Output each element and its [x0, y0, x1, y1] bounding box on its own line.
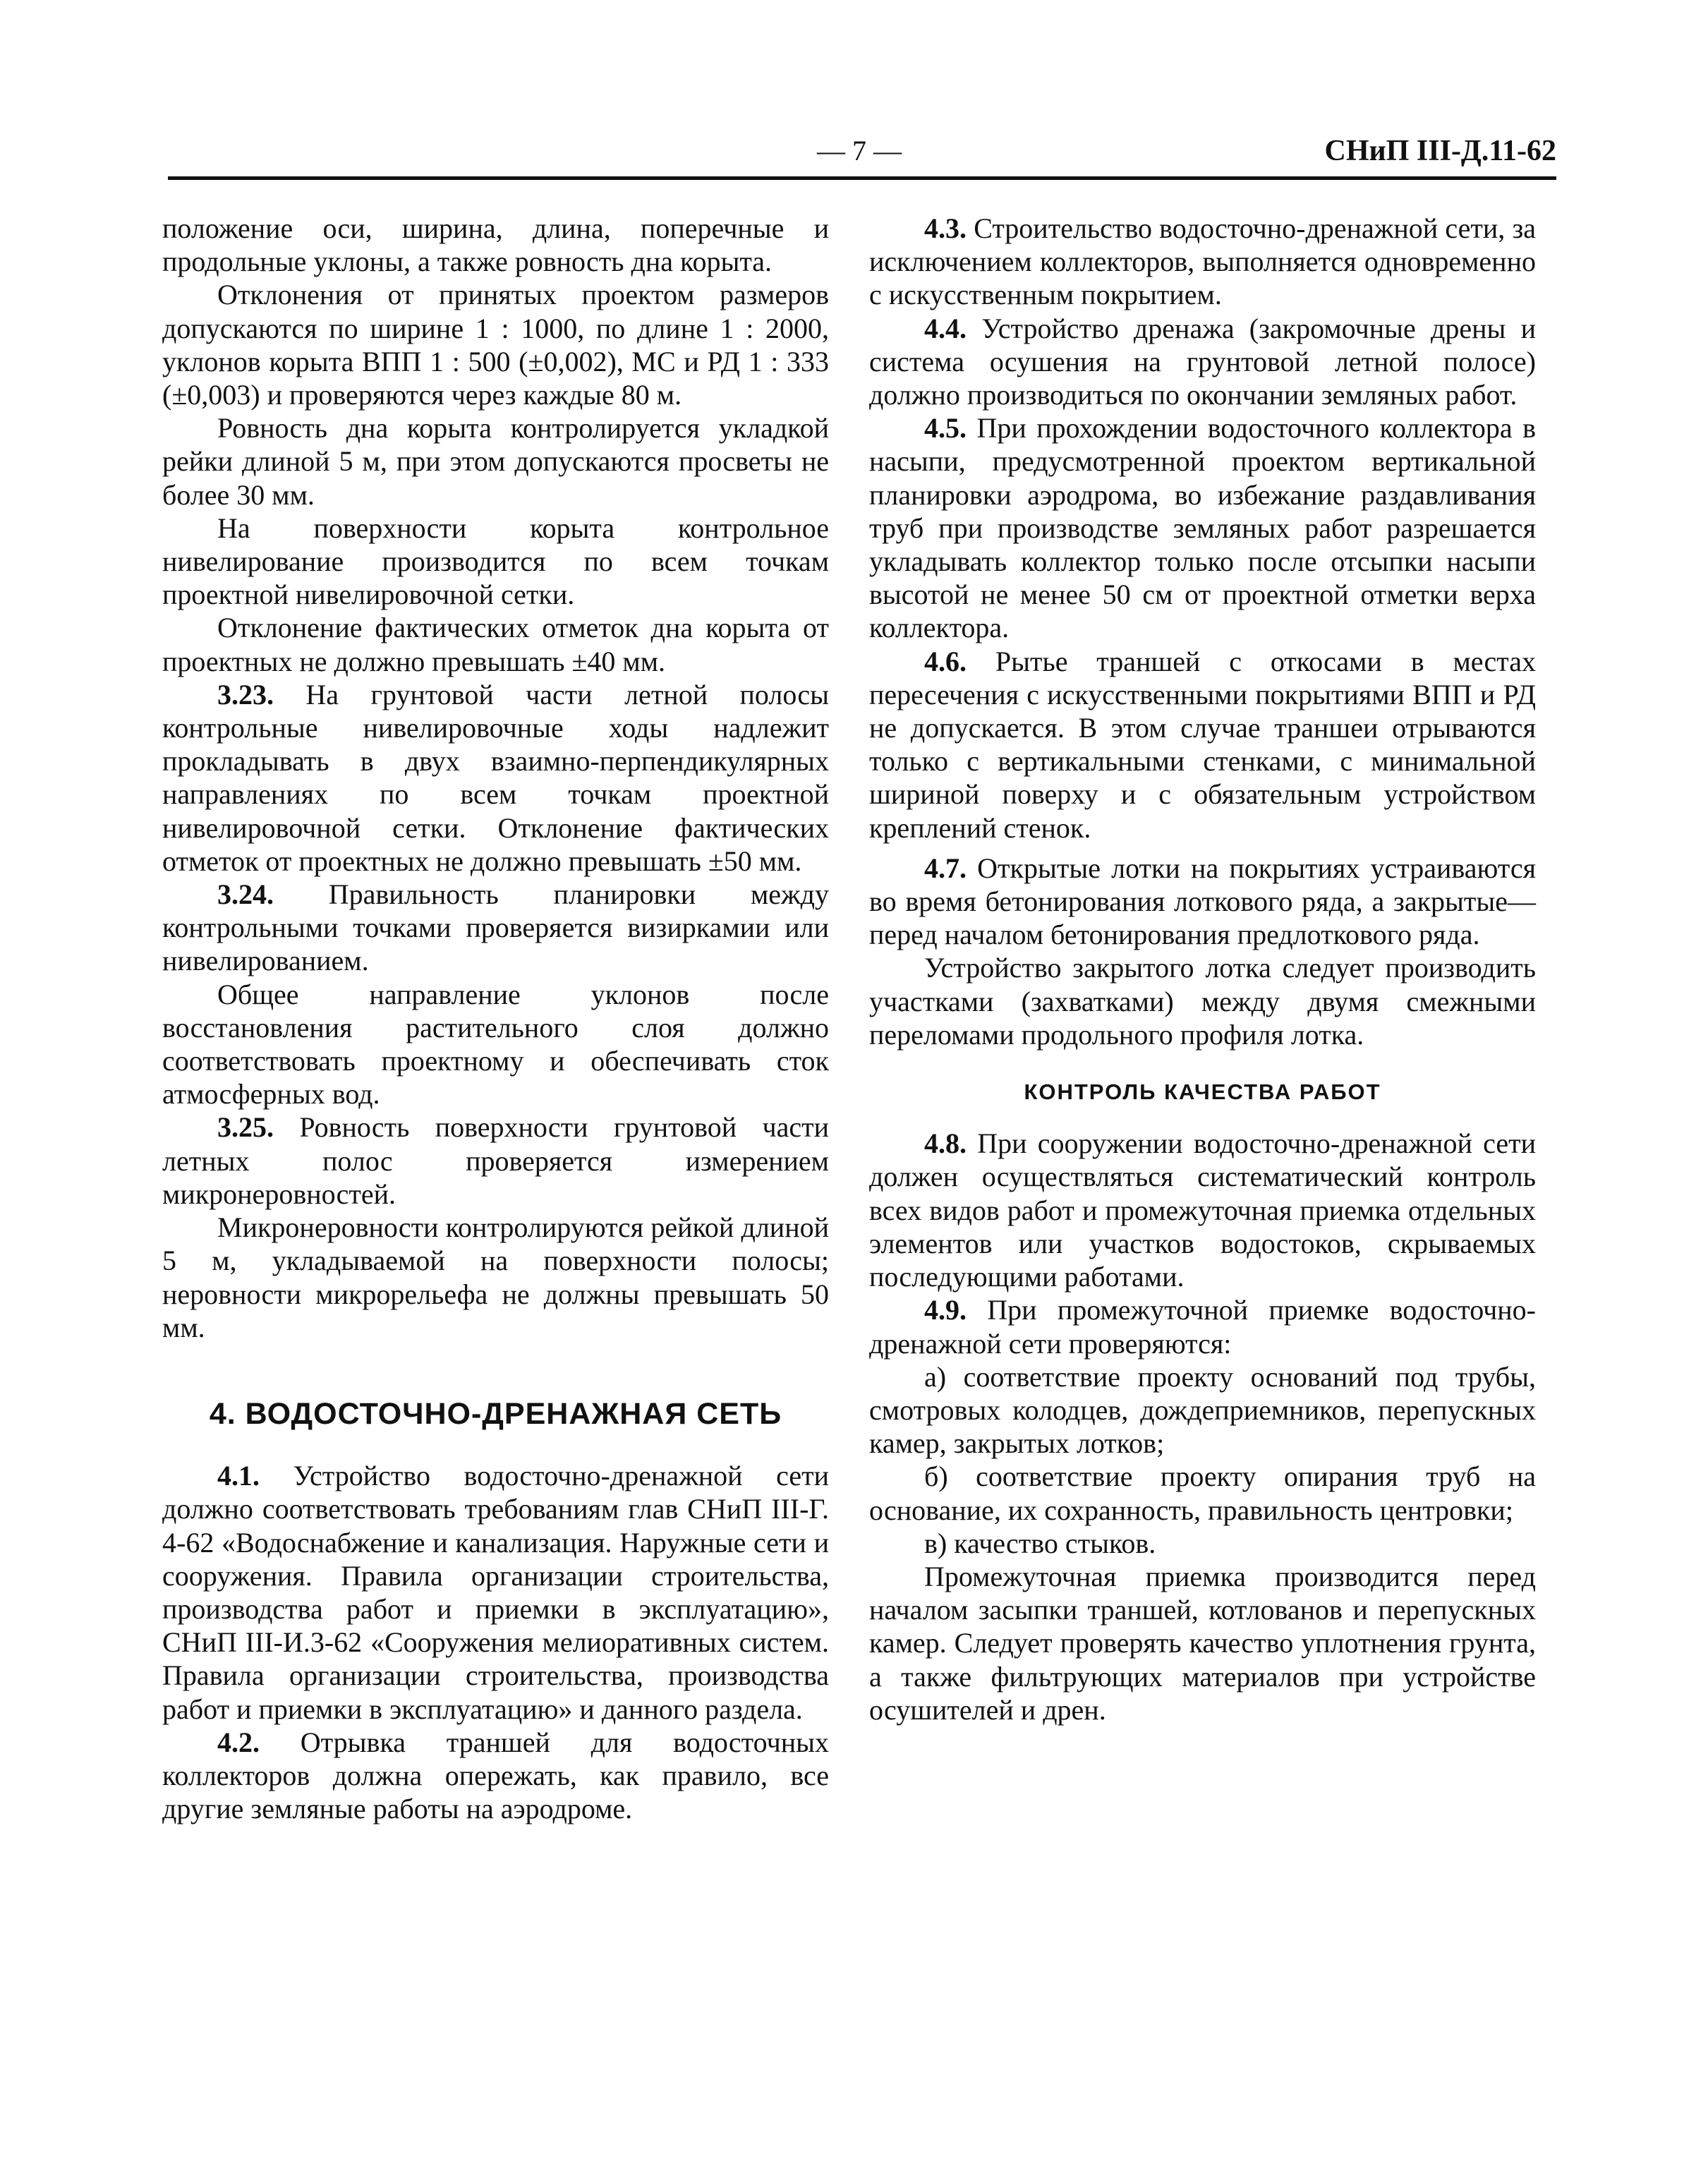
- clause-text: Устройство дренажа (закромочные дрены и система осушения на грунтовой летной полосе) должно производиться по окончании земляных работ.: [869, 312, 1536, 411]
- clause-text: При сооружении водосточно-дренажной сети должен осуществляться систематический контроль всех видов работ и промежуточная приемка отдельных элементов или участков водостоков, скрываемых последующими работами.: [869, 1127, 1536, 1293]
- clause-number: 3.24.: [217, 878, 274, 911]
- clause-number: 4.7.: [924, 852, 967, 884]
- paragraph: Устройство закрытого лотка следует производить участками (захватками) между двумя смежными переломами продольного профиля лотка.: [869, 952, 1536, 1051]
- clause-text: Строительство водосточно-дренажной сети, за исключением коллекторов, выполняется одновременно с искусственным покрытием.: [869, 212, 1537, 311]
- clause-text: Отрывка траншей для водосточных коллекторов должна опережать, как правило, все другие земляные работы на аэродроме.: [162, 1726, 829, 1825]
- clause-number: 4.9.: [924, 1294, 967, 1326]
- clause-number: 3.23.: [217, 678, 274, 710]
- clause-text: Правильность планировки между контрольными точками проверяется визиркамии или нивелированием.: [162, 878, 830, 977]
- paragraph: На поверхности корыта контрольное нивелирование производится по всем точкам проектной нивелировочной сетки.: [162, 512, 829, 611]
- clause-text: Открытые лотки на покрытиях устраиваются во время бетонирования лоткового ряда, а закрытые—перед началом бетонирования предлоткового ряда.: [869, 852, 1537, 951]
- clause-4-7: [869, 852, 1536, 952]
- clause-number: 3.25.: [217, 1111, 274, 1144]
- clause-number: 4.2.: [217, 1726, 260, 1758]
- clause-text: Устройство водосточно-дренажной сети должно соответствовать требованиям глав СНиП III-Г. 4-62 «Водоснабжение и канализация. Наружные сети и сооружения. Правила организации строительства, производства работ и приемки в эксплуатацию», СНиП III-И.3-62 «Сооружения мелиоративных систем. Правила организации строительства, производства работ и приемки в эксплуатацию» и данного раздела.: [162, 1460, 829, 1725]
- paragraph: Ровность дна корыта контролируется укладкой рейки длиной 5 м, при этом допускаются просветы не более 30 мм.: [162, 412, 829, 511]
- list-item: в) качество стыков.: [924, 1527, 1156, 1559]
- list-item: б) соответствие проекту опирания труб на основание, их сохранность, правильность центровки;: [869, 1460, 1536, 1526]
- clause-3-23: [162, 678, 829, 878]
- clause-number: 4.8.: [924, 1127, 967, 1160]
- clause-3-25: [162, 1111, 829, 1211]
- clause-number: 4.5.: [924, 412, 967, 444]
- clause-3-24: [162, 878, 829, 978]
- header-rule: [168, 176, 1556, 180]
- document-code: СНиП III-Д.11-62: [1324, 135, 1556, 167]
- paragraph: Общее направление уклонов после восстановления растительного слоя должно соответствовать проектному и обеспечивать сток атмосферных вод.: [162, 978, 829, 1111]
- paragraph: Отклонения от принятых проектом размеров допускаются по ширине 1 : 1000, по длине 1 : 2000, уклонов корыта ВПП 1 : 500 (±0,002), МС и РД 1 : 333 (±0,003) и проверяются через каждые 80 м.: [162, 279, 829, 411]
- clause-number: 4.3.: [924, 212, 967, 244]
- subsection-title: КОНТРОЛЬ КАЧЕСТВА РАБОТ: [1024, 1079, 1381, 1105]
- clause-4-9: [869, 1293, 1536, 1360]
- section-title: 4. ВОДОСТОЧНО-ДРЕНАЖНАЯ СЕТЬ: [209, 1396, 782, 1431]
- paragraph: положение оси, ширина, длина, поперечные и продольные уклоны, а также ровность дна корыта.: [162, 212, 829, 278]
- clause-number: 4.1.: [217, 1460, 260, 1492]
- clause-number: 4.4.: [924, 312, 967, 344]
- clause-4-5: [869, 411, 1536, 644]
- clause-4-2: [162, 1726, 829, 1826]
- clause-4-3: [869, 212, 1536, 312]
- clause-text: При прохождении водосточного коллектора в насыпи, предусмотренной проектом вертикальной планировки аэродрома, во избежание раздавливания труб при производстве земляных работ разрешается укладывать коллектор только после отсыпки насыпи высотой не менее 50 см от проектной отметки верха коллектора.: [869, 412, 1537, 644]
- right-column: [869, 212, 1536, 1726]
- page-number: — 7 —: [817, 135, 902, 167]
- clause-text: Рытье траншей с откосами в местах пересечения с искусственными покрытиями ВПП и РД не допускается. В этом случае траншеи отрываются только с вертикальными стенками, с минимальной шириной поверху и с обязательным устройством креплений стенок.: [869, 645, 1536, 844]
- clause-4-6: [869, 645, 1536, 845]
- list-item: а) соответствие проекту оснований под трубы, смотровых колодцев, дождеприемников, перепускных камер, закрытых лотков;: [869, 1360, 1536, 1460]
- left-column: [162, 212, 829, 1825]
- paragraph: Промежуточная приемка производится перед началом засыпки траншей, котлованов и перепускных камер. Следует проверять качество уплотнения грунта, а также фильтрующих материалов при устройстве осушителей и дрен.: [869, 1560, 1536, 1726]
- paragraph: Микронеровности контролируются рейкой длиной 5 м, укладываемой на поверхности полосы; неровности микрорельефа не должны превышать 50 мм.: [162, 1211, 829, 1343]
- clause-4-4: [869, 312, 1536, 412]
- clause-text: На грунтовой части летной полосы контрольные нивелировочные ходы надлежит прокладывать в двух взаимно-перпендикулярных направлениях по всем точкам проектной нивелировочной сетки. Отклонение фактических отметок от проектных не должно превышать ±50 мм.: [162, 678, 829, 877]
- clause-text: При промежуточной приемке водосточно-дренажной сети проверяются:: [869, 1294, 1536, 1360]
- clause-number: 4.6.: [924, 645, 967, 677]
- page-header: [168, 134, 1556, 176]
- clause-text: Ровность поверхности грунтовой части летных полос проверяется измерением микронеровностей.: [162, 1111, 830, 1210]
- paragraph: Отклонение фактических отметок дна корыта от проектных не должно превышать ±40 мм.: [162, 612, 829, 677]
- clause-4-1: [162, 1459, 829, 1726]
- clause-4-8: [869, 1127, 1536, 1293]
